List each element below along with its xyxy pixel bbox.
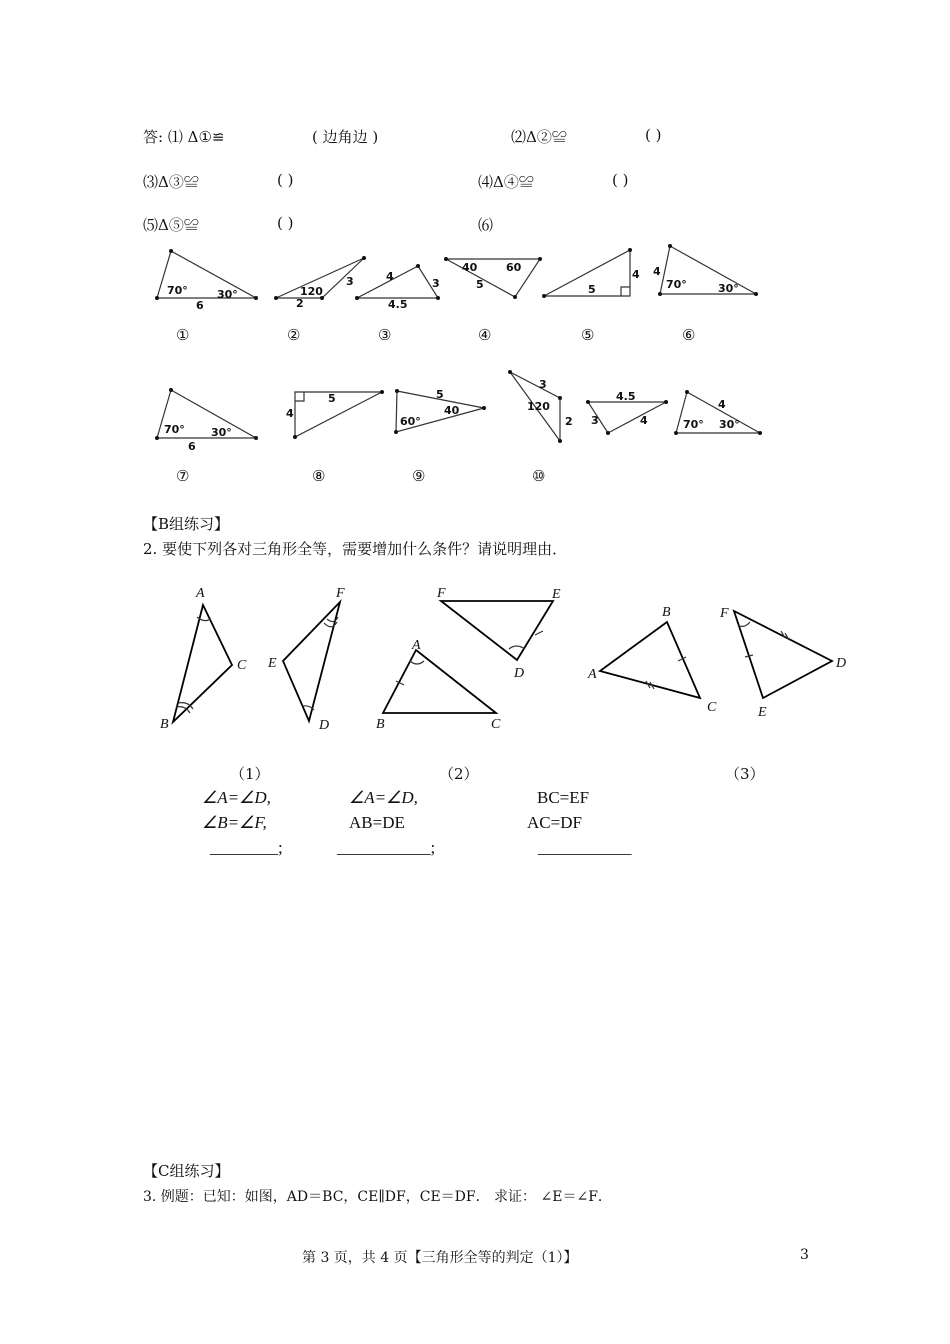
figure-7-triangle bbox=[155, 388, 258, 453]
condition-3-line-1: BC=EF bbox=[537, 788, 590, 807]
figure-number-8: ⑧ bbox=[312, 467, 326, 485]
triangle-figures bbox=[0, 0, 950, 500]
figure-number-2: ② bbox=[287, 326, 301, 344]
fig10-angle: 120 bbox=[527, 400, 550, 413]
figure-1-triangle bbox=[155, 249, 258, 312]
group-c-heading: 【C组练习】 bbox=[143, 1162, 230, 1180]
figure-number-10: ⑩ bbox=[532, 467, 546, 485]
condition-1-line-2: ∠B=∠F, bbox=[202, 813, 267, 832]
condition-number-2: （2） bbox=[439, 765, 479, 783]
figure-6-triangle bbox=[653, 244, 758, 296]
fig4-side: 5 bbox=[476, 278, 484, 291]
figure-number-9: ⑨ bbox=[412, 467, 426, 485]
fig7-angle2: 30° bbox=[211, 426, 232, 439]
pair3-label-A: A bbox=[588, 667, 597, 682]
figure-5-triangle bbox=[542, 248, 640, 298]
figure-number-3: ③ bbox=[378, 326, 392, 344]
fig3-side1: 4 bbox=[386, 270, 394, 283]
fig11-side1: 4.5 bbox=[616, 390, 636, 403]
pair-3-triangles bbox=[587, 605, 846, 720]
pair3-label-D: D bbox=[836, 656, 847, 671]
fig9-side: 5 bbox=[436, 388, 444, 401]
congruence-pairs-figure bbox=[0, 575, 950, 745]
figure-number-1: ① bbox=[176, 326, 190, 344]
answer-prefix: 答: bbox=[143, 128, 164, 146]
answer-2-reason: ( ) bbox=[645, 126, 662, 144]
answer-2: ⑵Δ②≌ bbox=[511, 128, 567, 146]
condition-2-line-1: ∠A=∠D, bbox=[349, 788, 418, 807]
fig2-angle: 120 bbox=[300, 285, 323, 298]
pair1-label-C: C bbox=[237, 658, 247, 673]
condition-number-3: （3） bbox=[725, 765, 765, 783]
condition-number-1: （1） bbox=[230, 765, 270, 783]
pair2-label-E: E bbox=[552, 587, 561, 602]
pair1-label-F: F bbox=[336, 586, 345, 601]
figure-number-7: ⑦ bbox=[176, 467, 190, 485]
answer-4: ⑷Δ④≌ bbox=[478, 173, 534, 191]
figure-9-triangle bbox=[394, 388, 486, 434]
pair1-label-E: E bbox=[268, 656, 277, 671]
figure-number-4: ④ bbox=[478, 326, 492, 344]
answer-3-reason: ( ) bbox=[277, 171, 294, 189]
condition-3-line-2: AC=DF bbox=[527, 813, 582, 832]
fig6-angle1: 70° bbox=[666, 278, 687, 291]
answer-5-reason: ( ) bbox=[277, 214, 294, 232]
condition-1-blank[interactable]: ________; bbox=[210, 838, 283, 857]
pair3-label-F: F bbox=[720, 606, 729, 621]
fig1-side: 6 bbox=[196, 299, 204, 312]
condition-2-blank[interactable]: ___________; bbox=[337, 838, 436, 857]
fig2-side2: 3 bbox=[346, 275, 354, 288]
group-b-heading: 【B组练习】 bbox=[143, 515, 230, 533]
fig4-angle1: 40 bbox=[462, 261, 478, 274]
answer-6: ⑹ bbox=[478, 216, 494, 234]
pair3-label-E: E bbox=[758, 705, 767, 720]
answer-1-reason: ( 边角边 ) bbox=[312, 128, 379, 146]
figure-8-triangle bbox=[286, 390, 384, 439]
page-footer: 第 3 页，共 4 页【三角形全等的判定（1）】 bbox=[302, 1250, 578, 1266]
pair2-label-A: A bbox=[412, 638, 421, 653]
fig12-side: 4 bbox=[718, 398, 726, 411]
fig10-side2: 2 bbox=[565, 415, 573, 428]
figure-11-triangle bbox=[586, 390, 668, 435]
pair1-label-A: A bbox=[196, 586, 205, 601]
fig6-side: 4 bbox=[653, 265, 661, 278]
fig10-side1: 3 bbox=[539, 378, 547, 391]
figure-2-triangle bbox=[274, 256, 366, 310]
fig1-angle2: 30° bbox=[217, 288, 238, 301]
figure-number-6: ⑥ bbox=[682, 326, 696, 344]
condition-2-line-2: AB=DE bbox=[349, 813, 405, 832]
condition-3-blank[interactable]: ___________ bbox=[538, 838, 632, 857]
fig9-angle2: 40 bbox=[444, 404, 460, 417]
pair1-label-B: B bbox=[160, 717, 169, 732]
fig8-side2: 5 bbox=[328, 392, 336, 405]
figure-number-5: ⑤ bbox=[581, 326, 595, 344]
pair2-label-B: B bbox=[376, 717, 385, 732]
fig11-side3: 4 bbox=[640, 414, 648, 427]
answer-4-reason: ( ) bbox=[612, 171, 629, 189]
fig3-side3: 4.5 bbox=[388, 298, 408, 311]
fig6-angle2: 30° bbox=[718, 282, 739, 295]
figure-3-triangle bbox=[355, 264, 440, 311]
figure-4-triangle bbox=[444, 257, 542, 299]
figure-12-triangle bbox=[674, 390, 762, 435]
fig1-angle1: 70° bbox=[167, 284, 188, 297]
fig9-angle1: 60° bbox=[400, 415, 421, 428]
answer-3: ⑶Δ③≌ bbox=[143, 173, 199, 191]
group-c-question: 3. 例题：已知：如图，AD＝BC，CE∥DF，CE＝DF． 求证： ∠E＝∠F． bbox=[143, 1189, 612, 1205]
pair-1-triangles bbox=[160, 586, 345, 733]
page-number: 3 bbox=[800, 1247, 809, 1263]
fig12-angle1: 70° bbox=[683, 418, 704, 431]
pair2-label-F: F bbox=[437, 586, 446, 601]
fig12-angle2: 30° bbox=[719, 418, 740, 431]
pair1-label-D: D bbox=[319, 718, 330, 733]
group-b-question: 2. 要使下列各对三角形全等，需要增加什么条件？请说明理由． bbox=[143, 540, 568, 558]
fig8-side1: 4 bbox=[286, 407, 294, 420]
fig5-side2: 4 bbox=[632, 268, 640, 281]
figure-10-triangle bbox=[508, 370, 573, 443]
answer-1: ⑴ Δ①≌ bbox=[167, 128, 225, 146]
fig2-side1: 2 bbox=[296, 297, 304, 310]
fig7-side: 6 bbox=[188, 440, 196, 453]
pair2-label-C: C bbox=[491, 717, 501, 732]
pair-2-triangles bbox=[376, 586, 561, 732]
fig11-side2: 3 bbox=[591, 414, 599, 427]
pair3-label-B: B bbox=[662, 605, 671, 620]
fig5-side1: 5 bbox=[588, 283, 596, 296]
answer-5: ⑸Δ⑤≌ bbox=[143, 216, 199, 234]
pair2-label-D: D bbox=[514, 666, 525, 681]
fig7-angle1: 70° bbox=[164, 423, 185, 436]
pair3-label-C: C bbox=[707, 700, 717, 715]
fig3-side2: 3 bbox=[432, 277, 440, 290]
fig4-angle2: 60 bbox=[506, 261, 522, 274]
condition-1-line-1: ∠A=∠D, bbox=[202, 788, 271, 807]
